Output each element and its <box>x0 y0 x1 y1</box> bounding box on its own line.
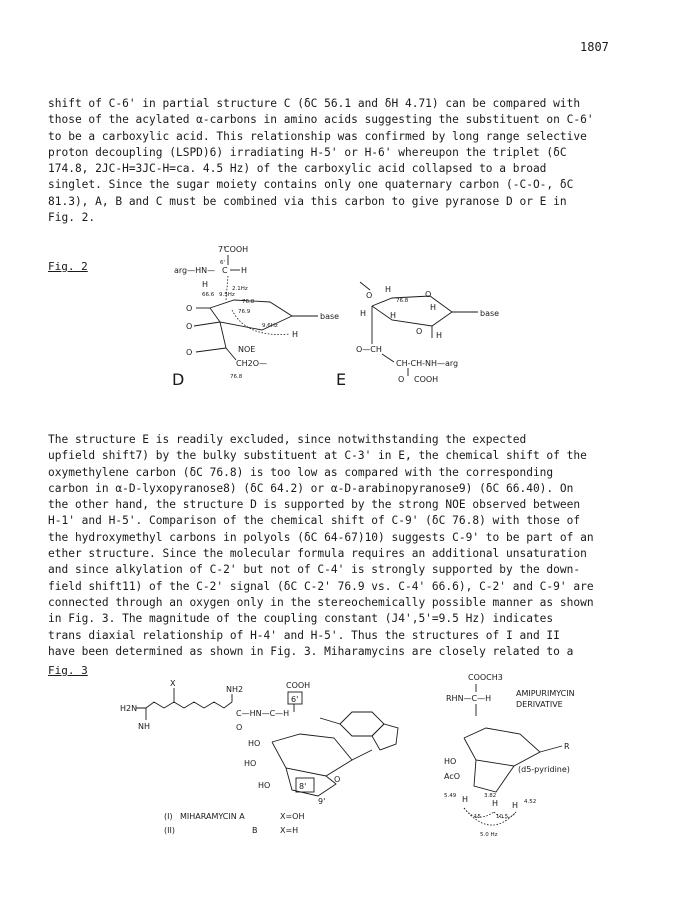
a-j105: 10.5 <box>496 814 509 820</box>
a-title-1: AMIPURIMYCIN <box>516 689 575 698</box>
m-o-carbonyl: O <box>236 723 243 732</box>
structure-d <box>172 245 339 389</box>
text-line: proton decoupling (LSPD)6) irradiating H-5' or H-6' whereupon the triplet (δC <box>48 145 567 159</box>
a-h-mid: H <box>492 799 499 808</box>
m-ho2: HO <box>244 759 257 768</box>
a-j15: 15 <box>474 814 481 820</box>
a-v382: 3.82 <box>484 793 497 799</box>
m-nh: NH <box>138 722 150 731</box>
e-ch-chain: CH-CH-NH—arg <box>396 359 459 368</box>
m-amide: C—HN—C—H <box>236 709 290 718</box>
a-cooch3: COOCH3 <box>468 673 503 682</box>
structure-e <box>336 282 499 389</box>
m-cpd2-x: X=H <box>280 826 299 835</box>
d-o3: O <box>186 322 193 331</box>
a-ho: HO <box>444 757 457 766</box>
e-label: E <box>336 370 347 389</box>
text-line: singlet. Since the sugar moiety contains only one quaternary carbon (-C-O-, δC <box>48 178 574 192</box>
figure-2-label: Fig. 2 <box>48 260 88 273</box>
d-base: base <box>320 312 340 321</box>
e-h3: H <box>390 311 397 320</box>
d-h5: H <box>202 280 209 289</box>
text-line: The structure E is readily excluded, since notwithstanding the expected <box>48 433 527 446</box>
d-noe: NOE <box>238 345 256 354</box>
e-v768: 76.8 <box>396 298 409 304</box>
d-o2: O <box>186 348 193 357</box>
e-cooh: COOH <box>414 375 439 384</box>
a-h-right: H <box>512 801 519 810</box>
m-x: X <box>170 679 176 688</box>
miharamycin-structure <box>120 679 398 835</box>
d-v768b: 76.8 <box>230 374 243 380</box>
text-line: upfield shift7) by the bulky substituent at C-3' in E, the chemical shift of the <box>48 449 587 463</box>
e-h5: H <box>436 331 443 340</box>
a-h-left: H <box>462 795 469 804</box>
e-h1: H <box>385 285 392 294</box>
d-j95: 9.5Hz <box>219 292 235 298</box>
e-h2: H <box>360 309 367 318</box>
e-h4: H <box>430 303 437 312</box>
m-cooh: COOH <box>286 681 311 690</box>
text-line: those of the acylated α-carbons in amino acids suggesting the substituent on C-6' <box>48 113 594 127</box>
text-line: to be a carboxylic acid. This relationship was confirmed by long range selective <box>48 129 587 143</box>
text-line: the other hand, the structure D is supported by the strong NOE observed between <box>48 498 581 512</box>
e-o-bottom: O <box>398 375 405 384</box>
e-base: base <box>480 309 500 318</box>
text-line: trans diaxial relationship of H-4' and H-5'. Thus the structures of I and II <box>48 628 560 642</box>
text-line: in Fig. 3. The magnitude of the coupling constant (J4',5'=9.5 Hz) indicates <box>48 612 554 626</box>
text-line: field shift11) of the C-2' signal (δC C-2' 76.9 vs. C-4' 66.6), C-2' and C-9' are <box>48 579 594 593</box>
d-ch2o: CH2O— <box>236 359 267 368</box>
text-line: oxymethylene carbon (δC 76.8) is too low as compared with the corresponding <box>48 465 554 479</box>
m-h2n: H2N <box>120 704 138 713</box>
a-aco: AcO <box>444 772 461 781</box>
figure-3-label: Fig. 3 <box>48 664 88 677</box>
text-line: 81.3), A, B and C must be combined via this carbon to give pyranose D or E in <box>48 194 567 208</box>
m-c8: 8' <box>299 782 307 791</box>
a-v549: 5.49 <box>444 793 457 799</box>
page-number: 1807 <box>580 40 609 54</box>
m-nh2: NH2 <box>226 685 244 694</box>
d-h6: H <box>241 266 248 275</box>
paragraph-2 <box>48 432 632 660</box>
m-cpd2-name: B <box>252 826 258 835</box>
d-v769: 76.9 <box>238 309 251 315</box>
d-c6-label: 6' <box>220 260 226 266</box>
m-cpd1-num: (I) <box>164 812 173 821</box>
text-line: and since alkylation of C-2' but not of C-4' is strongly supported by the down- <box>48 563 581 577</box>
a-title-2: DERIVATIVE <box>516 700 563 709</box>
m-cpd2-num: (II) <box>164 826 175 835</box>
text-line: shift of C-6' in partial structure C (δC 56.1 and δH 4.71) can be compared with <box>48 97 581 110</box>
text-line: ether structure. Since the molecular formula requires an additional unsaturation <box>48 547 587 561</box>
d-j96: 9.6Hz <box>262 323 278 329</box>
d-arg-hn: arg—HN— <box>174 266 216 275</box>
text-line: the hydroxymethyl carbons in polyols (δC 64-67)10) suggests C-9' to be part of an <box>48 530 594 544</box>
m-c9: 9' <box>318 797 326 806</box>
text-line: Fig. 2. <box>48 211 96 225</box>
text-line: have been determined as shown in Fig. 3. Miharamycins are closely related to a <box>48 644 574 658</box>
a-v452: 4.52 <box>524 799 537 805</box>
e-och: O—CH <box>356 345 382 354</box>
m-c6: 6' <box>291 695 299 704</box>
e-o-top: O <box>366 291 373 300</box>
e-o-ring: O <box>425 290 432 299</box>
m-ho1: HO <box>248 739 261 748</box>
m-ho3: HO <box>258 781 271 790</box>
e-o-low: O <box>416 327 423 336</box>
m-cpd1-x: X=OH <box>280 812 305 821</box>
m-o-ether: O <box>334 775 341 784</box>
amipurimycin-structure <box>444 673 575 838</box>
d-o4: O <box>186 304 193 313</box>
d-c7-label: 7' <box>218 245 226 254</box>
m-cpd1-name: MIHARAMYCIN A <box>180 812 245 821</box>
text-line: connected through an oxygen only in the stereochemically possible manner as shown <box>48 595 594 609</box>
text-line: carbon in α-D-lyxopyranose8) (δC 64.2) or α-D-arabinopyranose9) (δC 66.40). On <box>48 481 574 495</box>
a-r: R <box>564 742 570 751</box>
text-line: 174.8, 2JC-H=3JC-H=ca. 4.5 Hz) of the carboxylic acid collapsed to a broad <box>48 162 547 176</box>
a-solvent: (d5-pyridine) <box>518 765 570 774</box>
d-label: D <box>172 370 185 389</box>
d-cooh: COOH <box>224 245 249 254</box>
d-v666: 66.6 <box>202 292 215 298</box>
d-h1: H <box>292 330 299 339</box>
text-line: H-1' and H-5'. Comparison of the chemical shift of C-9' (δC 76.8) with those of <box>48 514 581 528</box>
d-c6-atom: C <box>222 266 228 275</box>
d-v768a: 76.8 <box>242 299 255 305</box>
a-j50: 5.0 Hz <box>480 832 498 838</box>
a-rhn: RHN—C—H <box>446 694 492 703</box>
d-j21: 2.1Hz <box>232 286 248 292</box>
